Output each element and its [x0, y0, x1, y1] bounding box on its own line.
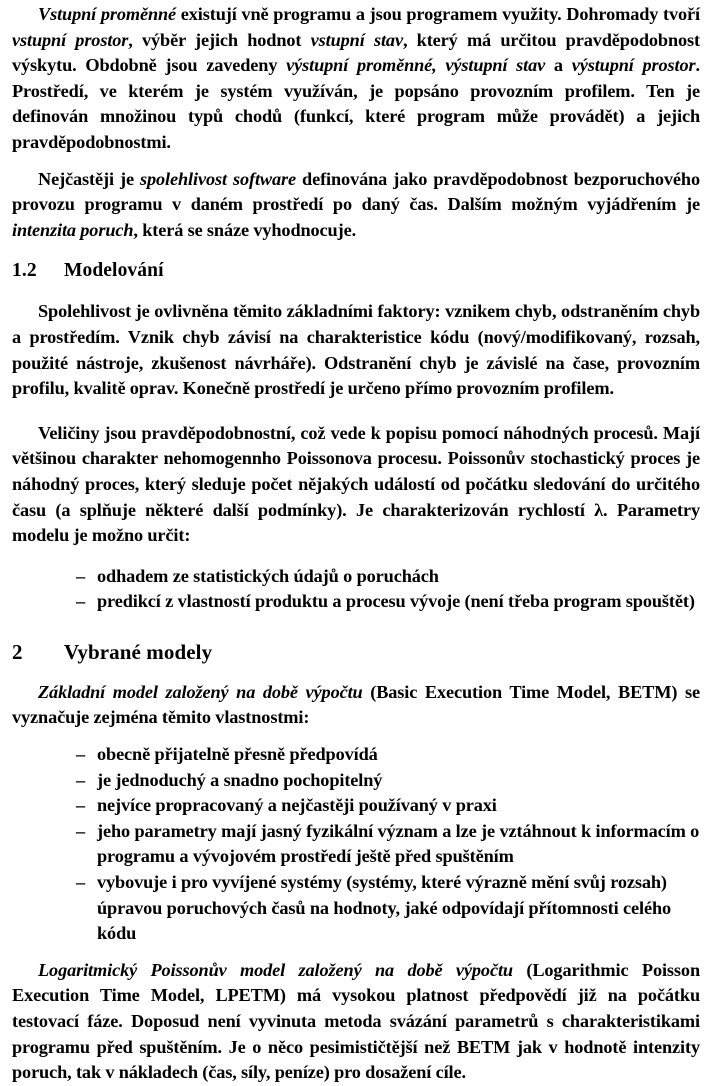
spacer: [12, 665, 700, 680]
list-item-label: vybovuje i pro vyvíjené systémy (systémy, které výrazně mění svůj rozsah) úpravou poruchových časů na hodnoty, jaké odpovídají přítomnosti celého kódu: [97, 872, 672, 944]
emphasis-vystupni-prostor: výstupní prostor: [571, 55, 696, 76]
spacer: [12, 156, 700, 167]
list-item-label: nejvíce propracovaný a nejčastěji používaný v praxi: [97, 795, 497, 816]
emphasis-spolehlivost-software: spolehlivost software: [140, 168, 296, 189]
paragraph-spolehlivost-faktory: Spolehlivost je ovlivněna těmito základními faktory: vznikem chyb, odstraněním chyb a prostředím. Vznik chyb závisí na charakteristice kódu (nový/modifikovaný, rozsah, použité nástroje, zkušenost návrháře). Odstranění chyb je závislé na čase, provozním profilu, kvalitě oprav. Konečně prostředí je určeno přímo provozním profilem.: [12, 301, 700, 399]
list-item-label: predikcí z vlastností produktu a procesu vývoje (není třeba program spouštět): [97, 591, 695, 612]
dash-bullet-icon: –: [76, 591, 86, 612]
paragraph-lpetm: [12, 958, 700, 1086]
list-item: [12, 564, 700, 590]
list-item-label: odhadem ze statistických údajů o poruchách: [97, 565, 439, 586]
spacer: [12, 243, 700, 258]
emphasis-vstupni-promenne: Vstupní proměnné: [38, 4, 177, 24]
paragraph-1-run-6: , který má určitou pravděpodobnost výskytu. Obdobně jsou zavedeny: [12, 29, 700, 76]
list-item: [12, 742, 700, 768]
list-item: [12, 589, 700, 615]
emphasis-intenzita-poruch: intenzita poruch: [12, 219, 134, 240]
spacer: [12, 549, 700, 564]
paragraph-1-run-10: . Prostředí, ve kterém je systém využíván, je popsáno provozním profilem. Ten je definován množinou typů chodů (funkcí, které program může provádět) a jejich pravděpodobnostmi.: [12, 55, 700, 152]
paragraph-2-run-3: definována jako pravděpodobnost bezporuchového provozu programu v daném prostředí po daný čas. Dalším možným vyjádřením je: [12, 168, 700, 215]
list-item: [12, 870, 700, 947]
dash-bullet-icon: –: [76, 820, 86, 841]
list-item: [12, 793, 700, 819]
emphasis-logaritmicky-model: Logaritmický Poissonův model založený na době výpočtu: [38, 959, 513, 980]
spacer: [12, 284, 700, 299]
section-heading-vybrane-modely: [12, 639, 700, 665]
spacer: [12, 731, 700, 742]
section-title: Vybrané modely: [64, 639, 213, 664]
list-item: [12, 768, 700, 794]
paragraph-vstupni-promenne: [12, 2, 700, 156]
dash-bullet-icon: –: [76, 872, 86, 893]
section-number: 1.2: [12, 260, 37, 282]
paragraph-spolehlivost-software: [12, 167, 700, 244]
paragraph-betm-intro: [12, 680, 700, 731]
list-item-label: obecně přijatelně přesně předpovídá: [97, 744, 378, 765]
list-item-label: jeho parametry mají jasný fyzikální význam a lze je vztáhnout k informacím o programu a vývojovém prostředí ještě před spuštěním: [97, 820, 700, 867]
emphasis-vystupni-promenne-stav: výstupní proměnné, výstupní stav: [286, 55, 546, 76]
emphasis-vstupni-stav: vstupní stav: [310, 29, 403, 50]
list-parametry-modelu: [12, 564, 700, 615]
spacer: [12, 947, 700, 958]
spacer: [12, 402, 700, 421]
dash-bullet-icon: –: [76, 795, 86, 816]
paragraph-2-run-5: , která se snáze vyhodnocuje.: [133, 219, 357, 240]
list-item: [12, 819, 700, 870]
paragraph-1-run-4: , výběr jejich hodnot: [128, 29, 311, 50]
dash-bullet-icon: –: [76, 565, 86, 586]
section-number: 2: [12, 639, 23, 664]
dash-bullet-icon: –: [76, 744, 86, 765]
list-betm-vlastnosti: [12, 742, 700, 947]
page-content: [12, 2, 700, 1086]
paragraph-1-run-8: a: [545, 55, 572, 76]
list-item-label: je jednoduchý a snadno pochopitelný: [97, 769, 383, 790]
paragraph-1-run-2: existují vně programu a jsou programem využity. Dohromady tvoří: [176, 4, 701, 24]
section-title: Modelování: [64, 260, 164, 282]
emphasis-vstupni-prostor: vstupní prostor: [12, 29, 129, 50]
paragraph-veliciny-poisson: Veličiny jsou pravděpodobnostní, což vede k popisu pomocí náhodných procesů. Mají většinou charakter nehomogennho Poissonova procesu. Poissonův stochastický proces je náhodný proces, který sleduje počet nějakých událostí od počátku sledování do určitého času (a splňuje některé další podmínky). Je charakterizován rychlostí λ. Parametry modelu je možno určit:: [12, 422, 700, 546]
dash-bullet-icon: –: [76, 769, 86, 790]
paragraph-5-run-2: (Basic Execution Time Model, BETM) se vyznačuje zejména těmito vlastnostmi:: [12, 681, 700, 728]
section-heading-modelovani: [12, 258, 700, 284]
paragraph-2-run-1: Nejčastěji je: [38, 168, 140, 189]
paragraph-6-run-2: (Logarithmic Poisson Execution Time Model, LPETM) má vysokou platnost předpovědí již na počátku testovací fáze. Doposud není vyvinuta metoda svázání parametrů s charakteristikami programu před spuštěním. Je o něco pesimističtější než BETM jak v hodnotě intenzity poruch, tak v nákladech (čas, síly, peníze) pro dosažení cíle.: [12, 959, 700, 1083]
spacer: [12, 615, 700, 639]
emphasis-zakladni-model: Základní model založený na době výpočtu: [38, 681, 363, 702]
